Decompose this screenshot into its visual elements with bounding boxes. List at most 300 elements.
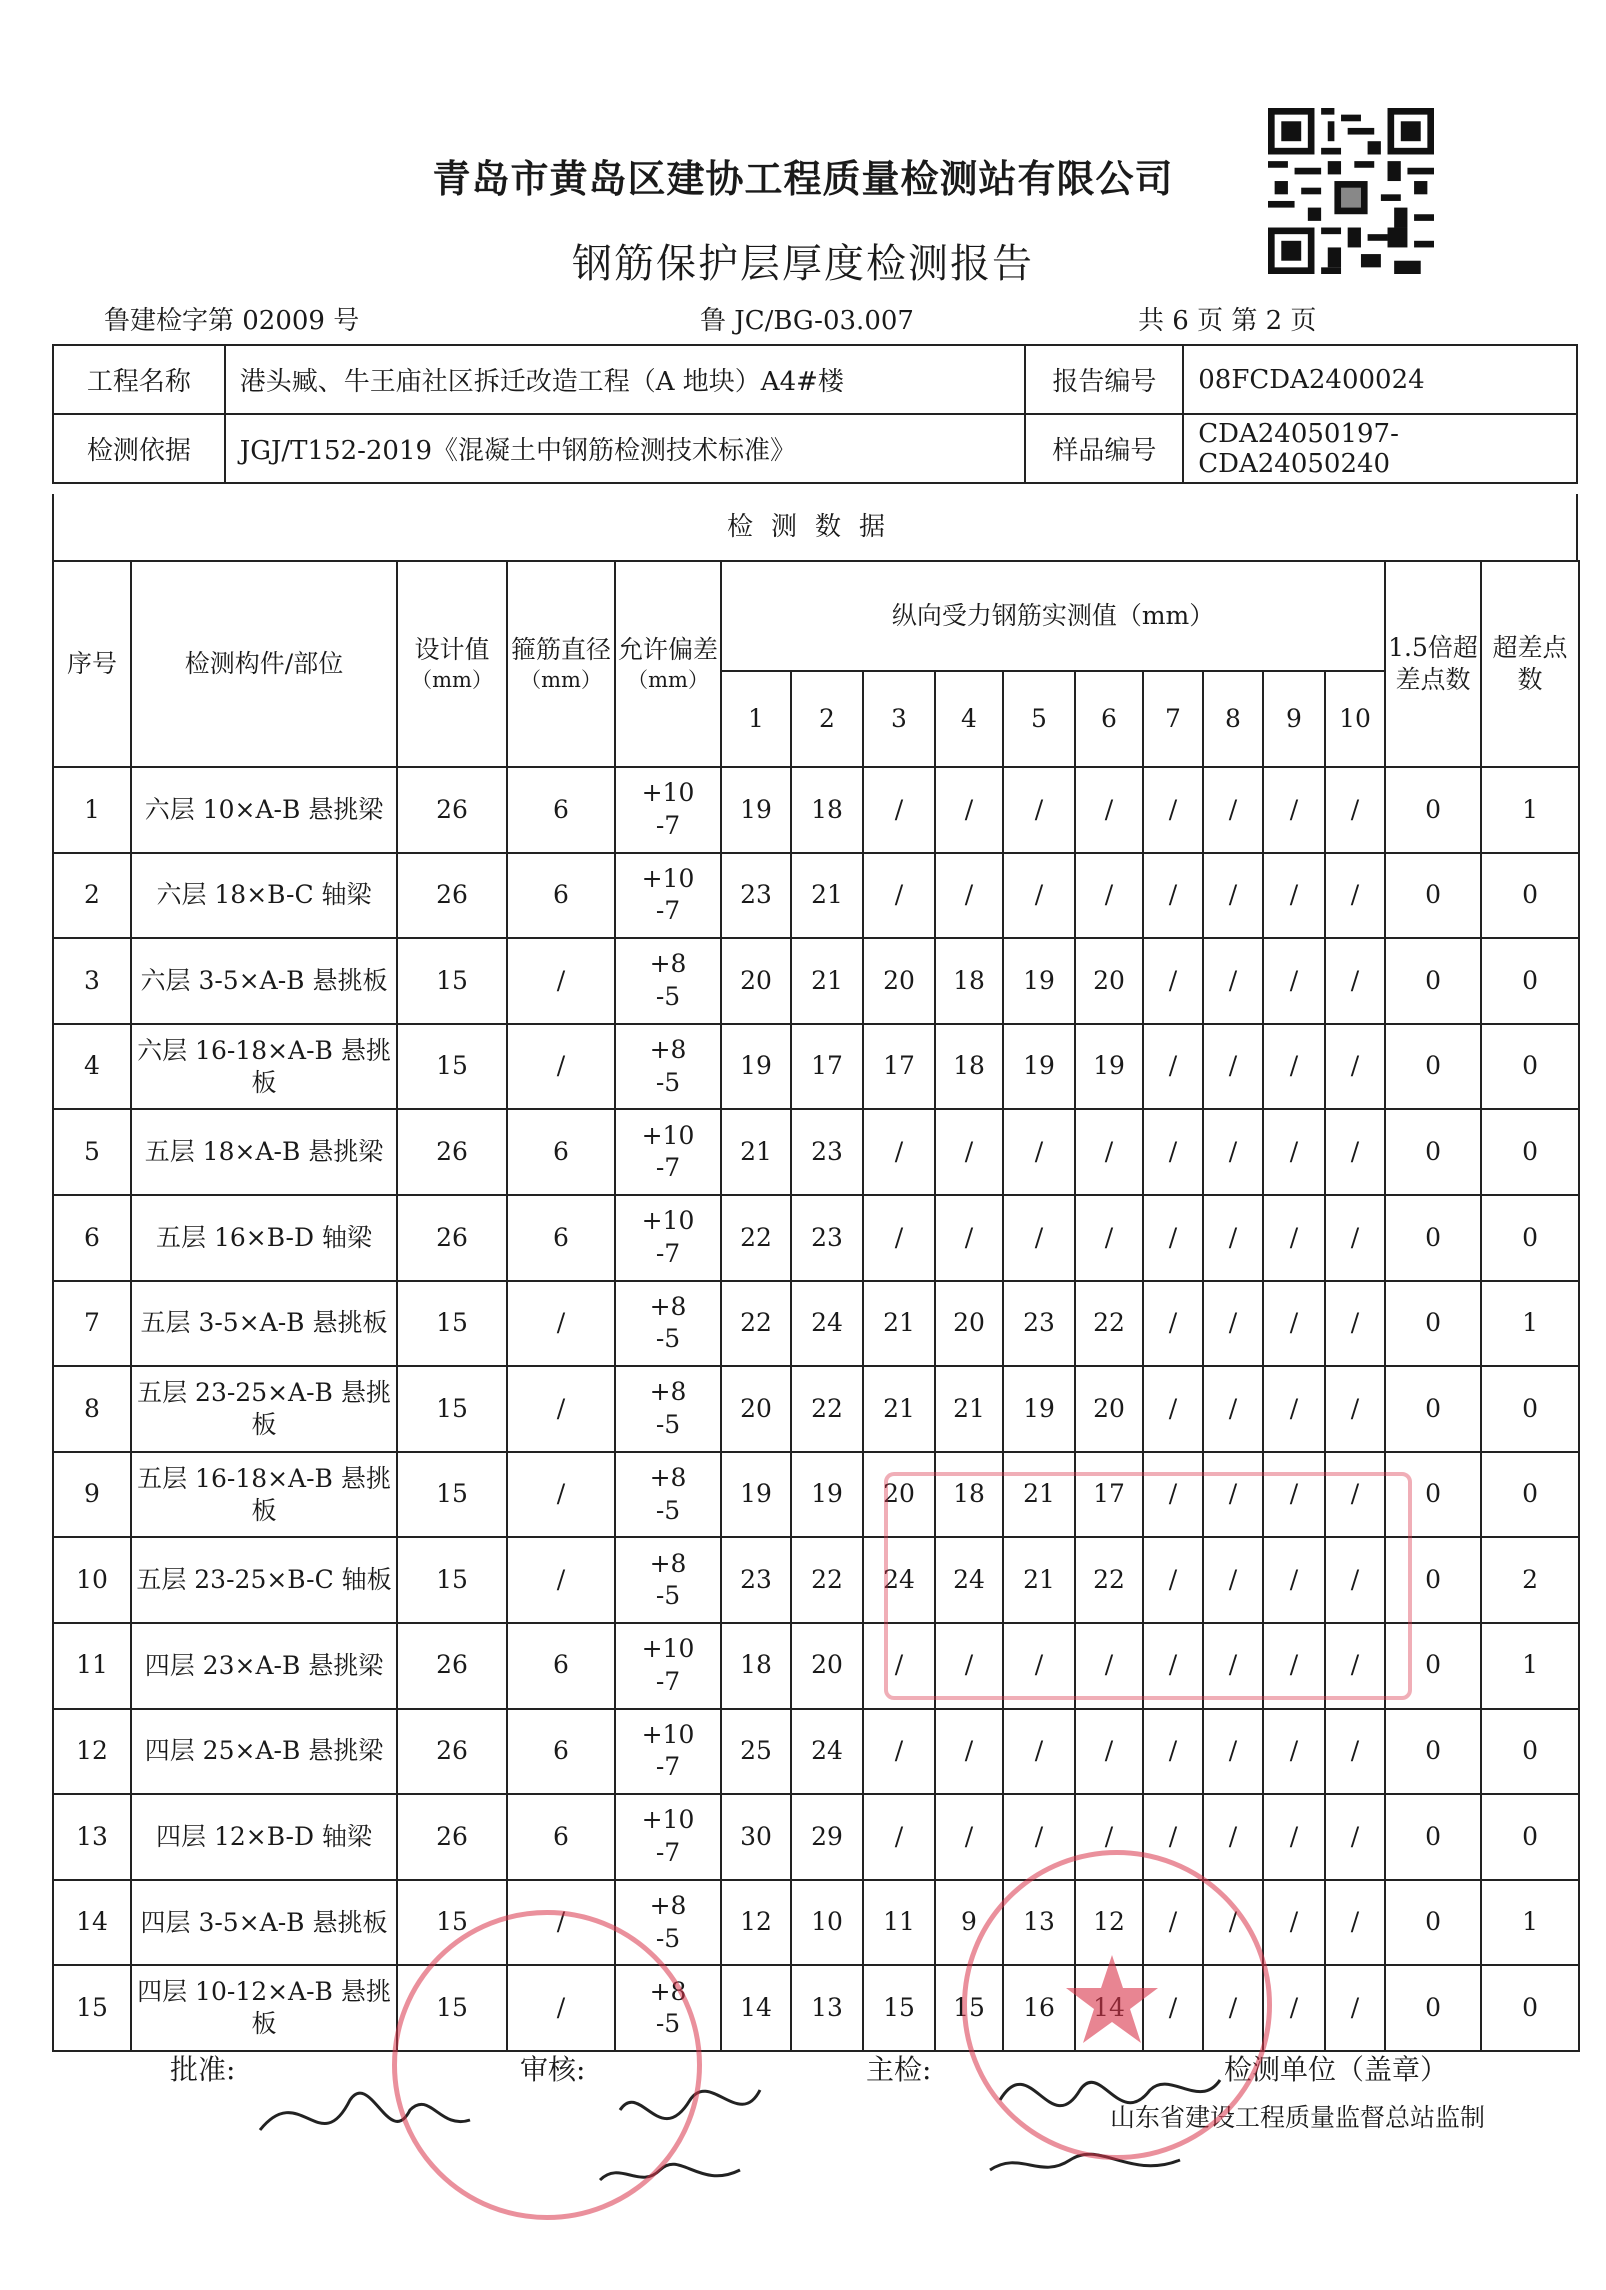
stirrup-cell: 6 (507, 1195, 615, 1281)
measured-value-cell: / (1203, 1709, 1263, 1795)
over15-cell: 0 (1385, 1195, 1481, 1281)
measured-value-cell: / (1263, 938, 1325, 1024)
form-code: 鲁 JC/BG-03.007 (700, 306, 914, 336)
point-header: 7 (1143, 671, 1203, 767)
seq-cell: 12 (53, 1709, 131, 1795)
component-cell: 五层 23-25×B-C 轴板 (131, 1537, 397, 1623)
component-cell: 五层 16×B-D 轴梁 (131, 1195, 397, 1281)
over-cell: 0 (1481, 1965, 1579, 2051)
measured-value-cell: 20 (863, 1452, 935, 1538)
design-cell: 15 (397, 1537, 507, 1623)
measured-value-cell: / (1075, 1195, 1143, 1281)
measured-value-cell: / (1263, 1452, 1325, 1538)
measured-value-cell: / (1003, 767, 1075, 853)
design-cell: 15 (397, 938, 507, 1024)
over15-cell: 0 (1385, 1709, 1481, 1795)
measured-value-cell: 23 (721, 853, 791, 939)
measured-value-cell: / (1263, 1623, 1325, 1709)
measured-value-cell: 19 (1003, 938, 1075, 1024)
test-basis-label: 检测依据 (53, 414, 225, 483)
over-cell: 0 (1481, 1195, 1579, 1281)
measured-value-cell: 19 (1003, 1366, 1075, 1452)
measured-value-cell: / (935, 1709, 1003, 1795)
over-cell: 0 (1481, 1794, 1579, 1880)
seq-cell: 2 (53, 853, 131, 939)
measured-value-cell: 13 (1003, 1880, 1075, 1966)
measured-value-cell: / (1263, 1366, 1325, 1452)
design-cell: 26 (397, 1709, 507, 1795)
tolerance-header: 允许偏差 （mm） (615, 561, 721, 767)
measured-value-cell: / (1325, 1024, 1385, 1110)
stirrup-cell: 6 (507, 767, 615, 853)
component-cell: 五层 23-25×A-B 悬挑板 (131, 1366, 397, 1452)
point-header: 5 (1003, 671, 1075, 767)
measured-value-cell: / (1075, 1709, 1143, 1795)
component-cell: 四层 12×B-D 轴梁 (131, 1794, 397, 1880)
stirrup-cell: 6 (507, 1109, 615, 1195)
seq-cell: 3 (53, 938, 131, 1024)
design-cell: 26 (397, 767, 507, 853)
measured-value-cell: / (1143, 1281, 1203, 1367)
measured-value-cell: 18 (791, 767, 863, 853)
measured-value-cell: 20 (935, 1281, 1003, 1367)
measured-value-cell: / (1203, 1195, 1263, 1281)
seq-cell: 7 (53, 1281, 131, 1367)
measured-value-cell: / (1143, 1366, 1203, 1452)
over-cell: 0 (1481, 1366, 1579, 1452)
measured-value-cell: / (1203, 938, 1263, 1024)
measured-value-cell: / (1325, 1195, 1385, 1281)
report-number-value: 08FCDA2400024 (1183, 345, 1577, 414)
measured-value-cell: / (1203, 1024, 1263, 1110)
over15-cell: 0 (1385, 1109, 1481, 1195)
measurement-table (52, 560, 1580, 2052)
measured-value-cell: / (935, 767, 1003, 853)
seq-cell: 6 (53, 1195, 131, 1281)
measured-value-cell: / (1263, 1965, 1325, 2051)
over15-cell: 0 (1385, 1537, 1481, 1623)
component-cell: 六层 16-18×A-B 悬挑板 (131, 1024, 397, 1110)
measured-value-cell: / (1325, 1537, 1385, 1623)
over15-cell: 0 (1385, 1794, 1481, 1880)
measured-value-cell: 9 (935, 1880, 1003, 1966)
measured-value-cell: / (1325, 1794, 1385, 1880)
measured-value-cell: / (935, 853, 1003, 939)
measured-value-cell: / (1325, 1109, 1385, 1195)
tolerance-cell: +10 -7 (615, 1623, 721, 1709)
seq-cell: 5 (53, 1109, 131, 1195)
over15-cell: 0 (1385, 767, 1481, 853)
point-header: 4 (935, 671, 1003, 767)
project-name-label: 工程名称 (53, 345, 225, 414)
measured-value-cell: 24 (863, 1537, 935, 1623)
measured-value-cell: / (1003, 1195, 1075, 1281)
measured-value-cell: / (1203, 1965, 1263, 2051)
seq-cell: 10 (53, 1537, 131, 1623)
seq-cell: 1 (53, 767, 131, 853)
measured-value-cell: / (1143, 1452, 1203, 1538)
point-header: 8 (1203, 671, 1263, 767)
component-cell: 五层 16-18×A-B 悬挑板 (131, 1452, 397, 1538)
component-cell: 四层 23×A-B 悬挑梁 (131, 1623, 397, 1709)
measured-value-cell: 21 (791, 853, 863, 939)
page-count: 共 6 页 第 2 页 (1138, 306, 1317, 336)
component-cell: 五层 3-5×A-B 悬挑板 (131, 1281, 397, 1367)
measured-value-cell: / (1143, 1709, 1203, 1795)
measured-value-cell: 30 (721, 1794, 791, 1880)
point-header: 9 (1263, 671, 1325, 767)
point-header: 2 (791, 671, 863, 767)
measured-value-cell: / (1203, 1623, 1263, 1709)
over-cell: 0 (1481, 938, 1579, 1024)
qualification-stamp (392, 1910, 702, 2220)
qr-code-icon (1268, 108, 1434, 274)
measured-value-cell: 23 (791, 1109, 863, 1195)
measured-value-cell: / (935, 1794, 1003, 1880)
component-header: 检测构件/部位 (131, 561, 397, 767)
stirrup-cell: / (507, 1281, 615, 1367)
company-stamp-star-icon (1062, 1950, 1162, 2050)
report-title: 钢筋保护层厚度检测报告 (572, 241, 1034, 287)
over15-cell: 0 (1385, 1880, 1481, 1966)
measured-value-cell: 23 (1003, 1281, 1075, 1367)
measured-header: 纵向受力钢筋实测值（mm） (721, 561, 1385, 671)
measured-value-cell: 17 (791, 1024, 863, 1110)
measured-value-cell: 21 (1003, 1537, 1075, 1623)
seq-cell: 14 (53, 1880, 131, 1966)
tolerance-cell: +10 -7 (615, 1709, 721, 1795)
over-cell: 0 (1481, 1024, 1579, 1110)
seq-cell: 11 (53, 1623, 131, 1709)
tolerance-cell: +8 -5 (615, 1452, 721, 1538)
over-cell: 1 (1481, 1281, 1579, 1367)
measured-value-cell: 19 (721, 1024, 791, 1110)
measured-value-cell: / (863, 1109, 935, 1195)
measured-value-cell: / (1143, 1109, 1203, 1195)
seq-cell: 15 (53, 1965, 131, 2051)
tolerance-cell: +8 -5 (615, 1281, 721, 1367)
table-row (53, 1965, 1579, 2051)
measured-value-cell: / (1203, 853, 1263, 939)
tolerance-cell: +10 -7 (615, 1195, 721, 1281)
measured-value-cell: / (1263, 1880, 1325, 1966)
measured-value-cell: / (1075, 1109, 1143, 1195)
measured-value-cell: 21 (721, 1109, 791, 1195)
table-row (53, 1880, 1579, 1966)
measured-value-cell: / (1143, 1195, 1203, 1281)
stirrup-cell: 6 (507, 1709, 615, 1795)
measured-value-cell: 20 (791, 1623, 863, 1709)
measured-value-cell: 19 (1003, 1024, 1075, 1110)
measured-value-cell: / (935, 1195, 1003, 1281)
design-cell: 15 (397, 1366, 507, 1452)
measured-value-cell: 20 (721, 938, 791, 1024)
over15-cell: 0 (1385, 1623, 1481, 1709)
measured-value-cell: / (1263, 853, 1325, 939)
measured-value-cell: 23 (721, 1537, 791, 1623)
design-cell: 15 (397, 1452, 507, 1538)
measured-value-cell: 15 (935, 1965, 1003, 2051)
measured-value-cell: / (1143, 1965, 1203, 2051)
measured-value-cell: 21 (1003, 1452, 1075, 1538)
measured-value-cell: / (1143, 1623, 1203, 1709)
measured-value-cell: 22 (1075, 1537, 1143, 1623)
seq-cell: 8 (53, 1366, 131, 1452)
design-cell: 15 (397, 1965, 507, 2051)
test-basis-value: JGJ/T152-2019《混凝土中钢筋检测技术标准》 (225, 414, 1026, 483)
over15-cell: 0 (1385, 1452, 1481, 1538)
seq-cell: 13 (53, 1794, 131, 1880)
measured-value-cell: / (1203, 1109, 1263, 1195)
stirrup-cell: / (507, 1965, 615, 2051)
point-header: 10 (1325, 671, 1385, 767)
measured-value-cell: 10 (791, 1880, 863, 1966)
measured-value-cell: / (1203, 1366, 1263, 1452)
stirrup-cell: / (507, 1366, 615, 1452)
measured-value-cell: 23 (791, 1195, 863, 1281)
measured-value-cell: 17 (1075, 1452, 1143, 1538)
measured-value-cell: 12 (721, 1880, 791, 1966)
measured-value-cell: / (1003, 1623, 1075, 1709)
measured-value-cell: 17 (863, 1024, 935, 1110)
over-cell: 1 (1481, 1880, 1579, 1966)
measured-value-cell: / (1075, 767, 1143, 853)
stirrup-cell: 6 (507, 1794, 615, 1880)
over-cell: 1 (1481, 1623, 1579, 1709)
seq-cell: 9 (53, 1452, 131, 1538)
table-row (53, 1109, 1579, 1195)
measured-value-cell: / (1203, 1452, 1263, 1538)
measured-value-cell: 19 (721, 1452, 791, 1538)
measured-value-cell: 18 (935, 938, 1003, 1024)
measured-value-cell: / (1325, 938, 1385, 1024)
company-name: 青岛市黄岛区建协工程质量检测站有限公司 (432, 157, 1174, 201)
measured-value-cell: / (863, 1623, 935, 1709)
design-cell: 26 (397, 853, 507, 939)
measured-value-cell: / (1003, 853, 1075, 939)
stirrup-cell: 6 (507, 853, 615, 939)
measured-value-cell: / (1325, 1880, 1385, 1966)
component-cell: 四层 25×A-B 悬挑梁 (131, 1709, 397, 1795)
measured-value-cell: 19 (721, 767, 791, 853)
measured-value-cell: / (1203, 1537, 1263, 1623)
component-cell: 六层 3-5×A-B 悬挑板 (131, 938, 397, 1024)
measured-value-cell: 13 (791, 1965, 863, 2051)
measured-value-cell: / (1143, 1880, 1203, 1966)
measured-value-cell: / (1325, 1623, 1385, 1709)
measured-value-cell: 16 (1003, 1965, 1075, 2051)
over15-cell: 0 (1385, 1965, 1481, 2051)
measured-value-cell: 24 (935, 1537, 1003, 1623)
measured-value-cell: 22 (721, 1195, 791, 1281)
over15-cell: 0 (1385, 853, 1481, 939)
measured-value-cell: 14 (721, 1965, 791, 2051)
measured-value-cell: 18 (935, 1452, 1003, 1538)
measured-value-cell: / (1203, 1794, 1263, 1880)
seq-cell: 4 (53, 1024, 131, 1110)
measured-value-cell: / (1263, 1024, 1325, 1110)
design-cell: 15 (397, 1281, 507, 1367)
table-row (53, 1794, 1579, 1880)
measured-value-cell: / (1143, 1794, 1203, 1880)
design-cell: 26 (397, 1195, 507, 1281)
point-header: 1 (721, 671, 791, 767)
measured-value-cell: 19 (791, 1452, 863, 1538)
measured-value-cell: / (1263, 1109, 1325, 1195)
inspector-label: 主检: (866, 2053, 932, 2086)
stirrup-cell: / (507, 1880, 615, 1966)
table-row (53, 1024, 1579, 1110)
measured-value-cell: 19 (1075, 1024, 1143, 1110)
table-row (53, 1281, 1579, 1367)
tolerance-cell: +8 -5 (615, 1965, 721, 2051)
measured-value-cell: 20 (1075, 938, 1143, 1024)
over-cell: 0 (1481, 853, 1579, 939)
project-info-table (52, 344, 1578, 484)
measured-value-cell: / (863, 767, 935, 853)
sample-number-label: 样品编号 (1025, 414, 1183, 483)
table-row (53, 767, 1579, 853)
measured-value-cell: / (1075, 1623, 1143, 1709)
measured-value-cell: 21 (935, 1366, 1003, 1452)
measured-value-cell: 21 (791, 938, 863, 1024)
measured-value-cell: / (863, 1195, 935, 1281)
measured-value-cell: 25 (721, 1709, 791, 1795)
component-cell: 六层 10×A-B 悬挑梁 (131, 767, 397, 853)
measured-value-cell: / (1203, 1281, 1263, 1367)
measured-value-cell: / (1203, 767, 1263, 853)
measured-value-cell: / (1143, 938, 1203, 1024)
stirrup-header: 箍筋直径 （mm） (507, 561, 615, 767)
table-row (53, 1195, 1579, 1281)
point-header: 3 (863, 671, 935, 767)
measured-value-cell: 22 (791, 1366, 863, 1452)
stirrup-cell: / (507, 938, 615, 1024)
measured-value-cell: 22 (1075, 1281, 1143, 1367)
component-cell: 六层 18×B-C 轴梁 (131, 853, 397, 939)
table-row (53, 938, 1579, 1024)
test-unit-label: 检测单位（盖章） (1224, 2053, 1449, 2086)
tolerance-cell: +10 -7 (615, 767, 721, 853)
measured-value-cell: 21 (863, 1366, 935, 1452)
measured-value-cell: / (863, 1709, 935, 1795)
tolerance-cell: +10 -7 (615, 1109, 721, 1195)
table-row (53, 853, 1579, 939)
measured-value-cell: / (1003, 1794, 1075, 1880)
over-cell: 0 (1481, 1709, 1579, 1795)
design-cell: 15 (397, 1880, 507, 1966)
over15-cell: 0 (1385, 1281, 1481, 1367)
measured-value-cell: 22 (721, 1281, 791, 1367)
measured-value-cell: 29 (791, 1794, 863, 1880)
tolerance-cell: +8 -5 (615, 1537, 721, 1623)
measured-value-cell: / (1075, 1794, 1143, 1880)
measured-value-cell: / (1263, 1537, 1325, 1623)
over15-header: 1.5倍超差点数 (1385, 561, 1481, 767)
over-cell: 2 (1481, 1537, 1579, 1623)
tolerance-cell: +8 -5 (615, 1880, 721, 1966)
supervisor-label: 山东省建设工程质量监督总站监制 (1110, 2103, 1486, 2132)
data-section-title: 检测数据 (52, 494, 1578, 562)
measured-value-cell: / (1143, 853, 1203, 939)
engineer-seal (884, 1472, 1412, 1700)
point-header: 6 (1075, 671, 1143, 767)
measured-value-cell: / (1325, 1366, 1385, 1452)
component-cell: 五层 18×A-B 悬挑梁 (131, 1109, 397, 1195)
measured-value-cell: 11 (863, 1880, 935, 1966)
report-number-label: 报告编号 (1025, 345, 1183, 414)
over-cell: 0 (1481, 1452, 1579, 1538)
table-row (53, 1366, 1579, 1452)
tolerance-cell: +8 -5 (615, 1366, 721, 1452)
component-cell: 四层 10-12×A-B 悬挑板 (131, 1965, 397, 2051)
measured-value-cell: / (1325, 853, 1385, 939)
measured-value-cell: / (1325, 767, 1385, 853)
over-cell: 1 (1481, 767, 1579, 853)
measured-value-cell: / (1325, 1709, 1385, 1795)
project-name-value: 港头臧、牛王庙社区拆迁改造工程（A 地块）A4#楼 (225, 345, 1026, 414)
measured-value-cell: 20 (721, 1366, 791, 1452)
measured-value-cell: / (1263, 767, 1325, 853)
measured-value-cell: / (935, 1623, 1003, 1709)
stirrup-cell: / (507, 1452, 615, 1538)
measured-value-cell: / (1263, 1709, 1325, 1795)
measured-value-cell: / (1003, 1709, 1075, 1795)
measured-value-cell: / (1075, 853, 1143, 939)
measured-value-cell: / (1143, 1537, 1203, 1623)
measured-value-cell: 12 (1075, 1880, 1143, 1966)
over-cell: 0 (1481, 1109, 1579, 1195)
measured-value-cell: / (863, 1794, 935, 1880)
over15-cell: 0 (1385, 1366, 1481, 1452)
measured-value-cell: / (1325, 1281, 1385, 1367)
measured-value-cell: 18 (935, 1024, 1003, 1110)
measured-value-cell: / (1325, 1452, 1385, 1538)
review-label: 审核: (520, 2053, 586, 2086)
component-cell: 四层 3-5×A-B 悬挑板 (131, 1880, 397, 1966)
measured-value-cell: / (1263, 1794, 1325, 1880)
measured-value-cell: 22 (791, 1537, 863, 1623)
tolerance-cell: +8 -5 (615, 938, 721, 1024)
tolerance-cell: +10 -7 (615, 1794, 721, 1880)
stirrup-cell: 6 (507, 1623, 615, 1709)
measured-value-cell: / (1143, 1024, 1203, 1110)
tolerance-cell: +8 -5 (615, 1024, 721, 1110)
measured-value-cell: 20 (1075, 1366, 1143, 1452)
approve-label: 批准: (170, 2053, 236, 2086)
measured-value-cell: 21 (863, 1281, 935, 1367)
measured-value-cell: / (1325, 1965, 1385, 2051)
design-cell: 26 (397, 1623, 507, 1709)
measured-value-cell: / (1263, 1195, 1325, 1281)
design-cell: 15 (397, 1024, 507, 1110)
measured-value-cell: / (1003, 1109, 1075, 1195)
measured-value-cell: 20 (863, 938, 935, 1024)
measured-value-cell: / (1263, 1281, 1325, 1367)
measured-value-cell: 24 (791, 1281, 863, 1367)
stirrup-cell: / (507, 1537, 615, 1623)
measured-value-cell: / (935, 1109, 1003, 1195)
measured-value-cell: / (863, 853, 935, 939)
over-header: 超差点数 (1481, 561, 1579, 767)
measured-value-cell: / (1203, 1880, 1263, 1966)
measured-value-cell: / (1143, 767, 1203, 853)
over15-cell: 0 (1385, 1024, 1481, 1110)
sample-number-value: CDA24050197- CDA24050240 (1183, 414, 1577, 483)
design-header: 设计值 （mm） (397, 561, 507, 767)
seq-header: 序号 (53, 561, 131, 767)
measured-value-cell: 24 (791, 1709, 863, 1795)
